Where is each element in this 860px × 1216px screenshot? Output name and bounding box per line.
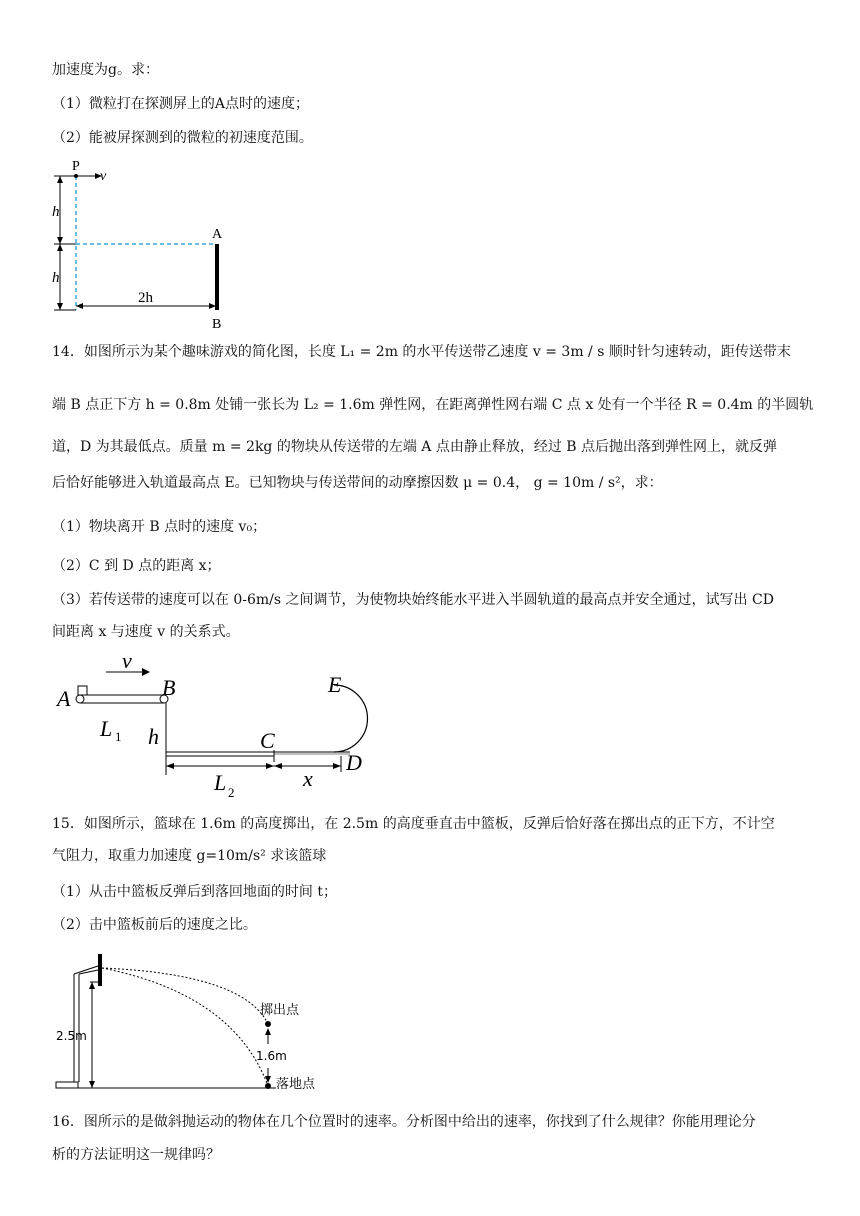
q13-figure: [48, 156, 248, 332]
q13-sub1: （1）微粒打在探测屏上的A点时的速度；: [52, 96, 310, 112]
q14-label-l1-sub: 1: [115, 729, 122, 744]
q16-line1: 16．图所示的是做斜抛运动的物体在几个位置时的速率。分析图中给出的速率，你找到了什么规律？你能用理论分: [52, 1114, 756, 1130]
q15-figure: [54, 944, 334, 1094]
q14-line3: 道，D 为其最低点。质量 m = 2kg 的物块从传送带的左端 A 点由静止释放，经过 B 点后抛出落到弹性网上，就反弹: [52, 439, 778, 455]
q15-line2: 气阻力，取重力加速度 g=10m/s² 求该篮球: [52, 848, 327, 864]
q15-label-2-5m: 2.5m: [56, 1029, 87, 1043]
q14-line1: 14．如图所示为某个趣味游戏的简化图，长度 L₁ = 2m 的水平传送带乙速度 v = 3m / s 顺时针匀速转动，距传送带末: [52, 344, 791, 360]
q14-line2: 端 B 点正下方 h = 0.8m 处铺一张长为 L₂ = 1.6m 弹性网，在距离弹性网右端 C 点 x 处有一个半径 R = 0.4m 的半圆轨: [52, 397, 814, 413]
q14-label-e: E: [328, 672, 342, 697]
q14-sub3a: （3）若传送带的速度可以在 0-6m/s 之间调节，为使物块始终能水平进入半圆轨道的最高点并安全通过，试写出 CD: [52, 592, 774, 608]
q15-label-land: 落地点: [276, 1077, 316, 1092]
q16-line2: 析的方法证明这一规律吗？: [52, 1147, 220, 1163]
q14-label-l2: L: [214, 770, 227, 795]
q13-label-h2: h: [52, 270, 60, 286]
q15-label-1-6m: 1.6m: [256, 1049, 287, 1063]
q14-label-a: A: [57, 686, 71, 711]
q14-label-h: h: [148, 724, 159, 749]
q13-label-h1: h: [52, 204, 60, 220]
q13-label-b: B: [212, 317, 222, 332]
q14-label-x: x: [303, 766, 313, 791]
q15-line1: 15．如图所示，篮球在 1.6m 的高度掷出，在 2.5m 的高度垂直击中篮板，反弹后恰好落在掷出点的正下方，不计空: [52, 816, 775, 832]
q14-label-v: v: [122, 650, 132, 673]
q13-intro-tail: 加速度为g。求：: [52, 62, 159, 78]
q13-sub2: （2）能被屏探测到的微粒的初速度范围。: [52, 130, 313, 146]
q14-label-l1: L: [100, 716, 113, 741]
q14-sub1: （1）物块离开 B 点时的速度 v₀；: [52, 519, 267, 535]
q14-figure: [54, 650, 384, 800]
q14-sub3b: 间距离 x 与速度 v 的关系式。: [52, 624, 240, 640]
q13-label-v: v: [100, 169, 107, 184]
q14-sub2: （2）C 到 D 点的距离 x；: [52, 558, 221, 574]
q15-sub1: （1）从击中篮板反弹后到落回地面的时间 t；: [52, 884, 337, 900]
q15-sub2: （2）击中篮板前后的速度之比。: [52, 917, 257, 933]
q13-label-a: A: [212, 227, 223, 242]
q14-label-c: C: [260, 728, 275, 753]
q13-label-p: P: [72, 159, 80, 174]
q14-label-l2-sub: 2: [228, 785, 235, 800]
q14-line4: 后恰好能够进入轨道最高点 E。已知物块与传送带间的动摩擦因数 μ = 0.4， g = 10m / s²，求：: [52, 475, 663, 491]
q14-label-b: B: [162, 675, 176, 700]
q14-label-d: D: [346, 750, 362, 775]
q13-label-2h: 2h: [138, 290, 153, 306]
q15-label-throw: 掷出点: [260, 1003, 300, 1018]
